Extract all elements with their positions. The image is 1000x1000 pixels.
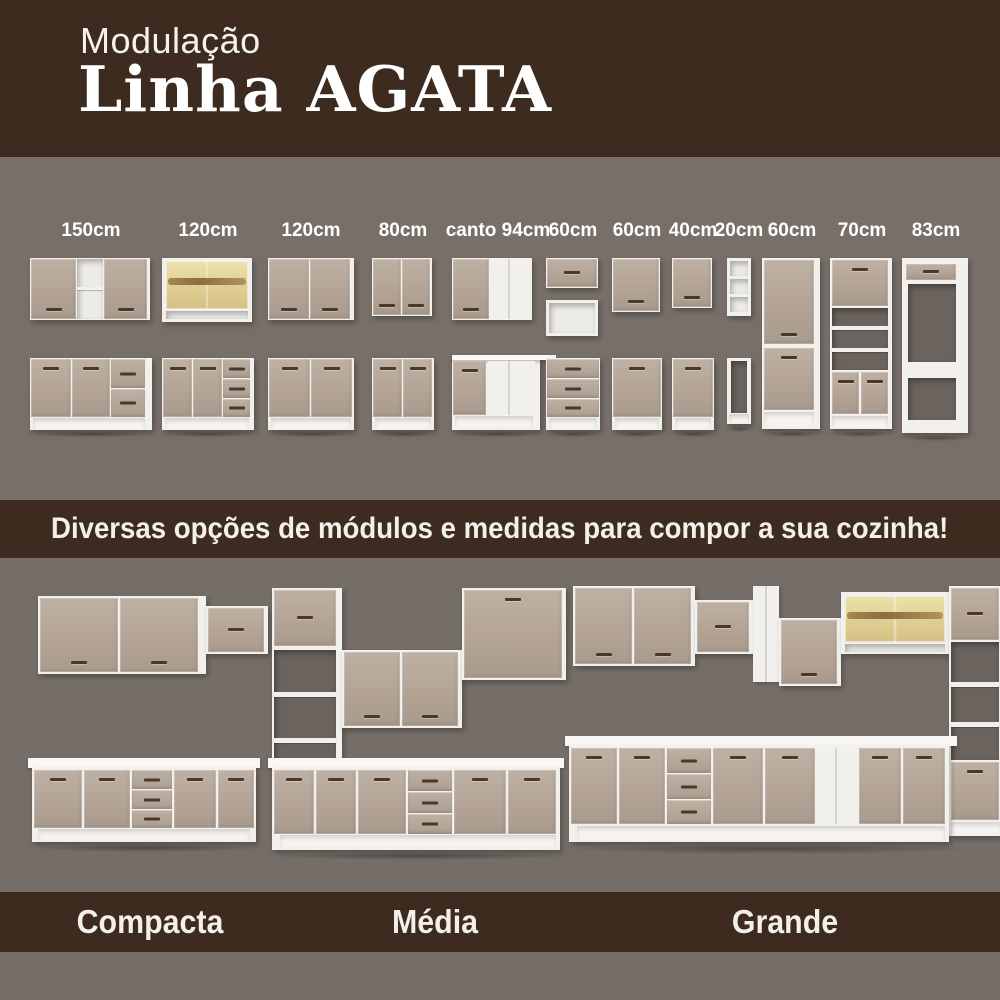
narrow-open-base bbox=[727, 358, 751, 424]
cabinet-door bbox=[697, 602, 749, 652]
plinth bbox=[675, 418, 711, 429]
drawer bbox=[111, 359, 145, 388]
cubby bbox=[730, 261, 748, 276]
cabinet-door bbox=[120, 598, 198, 672]
plinth bbox=[951, 822, 1000, 834]
kitchen-grande bbox=[565, 578, 997, 878]
modules-section bbox=[0, 157, 1000, 500]
cabinet-door bbox=[634, 588, 691, 664]
wall-cabinet bbox=[462, 588, 566, 680]
page-title: Linha AGATA bbox=[78, 52, 553, 126]
drawer bbox=[547, 399, 599, 417]
cabinet-door bbox=[269, 259, 309, 319]
wall-cabinet bbox=[38, 596, 206, 674]
plinth bbox=[832, 416, 888, 427]
drawer bbox=[547, 379, 599, 398]
shelf bbox=[77, 287, 103, 290]
cabinet-door bbox=[613, 359, 661, 417]
corner-fold bbox=[835, 748, 837, 824]
drawer bbox=[408, 814, 452, 834]
floor-shadow bbox=[571, 844, 971, 854]
cabinet-door bbox=[310, 259, 350, 319]
module-size-label: 80cm bbox=[378, 220, 428, 241]
open-shelf bbox=[845, 644, 945, 652]
kitchens-section bbox=[0, 558, 1000, 892]
shelf bbox=[951, 722, 999, 727]
open-niche-cabinet bbox=[546, 300, 598, 336]
cabinet-door bbox=[34, 770, 82, 828]
tall-tower bbox=[949, 586, 1000, 836]
cabinet-door bbox=[832, 372, 859, 414]
module-size-label: 60cm bbox=[767, 220, 817, 241]
cabinet-door bbox=[40, 598, 118, 672]
cabinet-door bbox=[575, 588, 632, 664]
floor-shadow bbox=[904, 435, 968, 441]
base-cabinet-run bbox=[272, 768, 560, 850]
base-cabinet bbox=[672, 358, 714, 430]
module-size-label: 120cm bbox=[178, 220, 238, 241]
module-size-label: 20cm bbox=[714, 220, 764, 241]
cabinet-door bbox=[402, 652, 458, 726]
corner-base-cabinet bbox=[452, 355, 540, 430]
drawer bbox=[667, 800, 711, 824]
cabinet-door bbox=[274, 590, 336, 646]
drawer bbox=[667, 748, 711, 773]
flip-wall-cabinet bbox=[546, 258, 598, 288]
cabinet-door bbox=[72, 359, 110, 417]
drawer bbox=[408, 770, 452, 791]
drawer bbox=[223, 379, 250, 398]
module-size-label: canto 94cm bbox=[445, 220, 551, 241]
shelf bbox=[274, 738, 336, 743]
plinth bbox=[729, 414, 749, 422]
drawer bbox=[132, 770, 172, 789]
cabinet-door bbox=[571, 748, 617, 824]
wall-cabinet bbox=[372, 258, 432, 316]
cabinet-door bbox=[453, 361, 486, 415]
cubby bbox=[730, 279, 748, 294]
drawer bbox=[547, 359, 599, 378]
corner-fold bbox=[508, 361, 510, 415]
cabinet-door bbox=[104, 259, 147, 319]
base-cabinet bbox=[268, 358, 354, 430]
cabinet-door bbox=[84, 770, 130, 828]
module-60cm-single bbox=[612, 220, 662, 438]
floor-shadow bbox=[374, 431, 434, 437]
cabinet-door bbox=[31, 359, 71, 417]
module-size-label: 40cm bbox=[668, 220, 718, 241]
floor-shadow bbox=[164, 431, 254, 437]
plinth bbox=[38, 829, 250, 840]
cabinet-door bbox=[316, 770, 356, 834]
plinth bbox=[615, 418, 659, 429]
drawer bbox=[132, 810, 172, 828]
cabinet-door bbox=[673, 259, 711, 307]
banner-text: Diversas opções de módulos e medidas para compor a sua cozinha! bbox=[51, 512, 949, 545]
floor-shadow bbox=[727, 426, 751, 432]
floor-shadow bbox=[274, 852, 562, 860]
cabinet-door bbox=[453, 259, 489, 319]
plinth bbox=[375, 418, 431, 429]
countertop bbox=[28, 758, 260, 768]
cabinet-door bbox=[951, 762, 999, 820]
cabinet-door bbox=[906, 264, 956, 280]
open-interior bbox=[951, 642, 999, 760]
base-cabinet-run bbox=[32, 768, 256, 842]
kitchen-media bbox=[268, 580, 568, 872]
wall-cabinet bbox=[206, 606, 268, 654]
cubby bbox=[730, 297, 748, 312]
countertop bbox=[565, 736, 957, 746]
floor-shadow bbox=[270, 431, 354, 437]
glass-door bbox=[845, 596, 945, 642]
base-cabinet bbox=[162, 358, 254, 430]
cabinet-door bbox=[764, 348, 814, 410]
plinth bbox=[577, 826, 945, 840]
glass-wall-cabinet bbox=[841, 592, 949, 654]
module-83cm-tall bbox=[902, 220, 970, 442]
wall-cabinet bbox=[672, 258, 712, 308]
module-size-label: 150cm bbox=[61, 220, 121, 241]
module-120cm-glass bbox=[162, 220, 254, 438]
open-shelf bbox=[77, 259, 103, 319]
corner-panel bbox=[490, 259, 531, 319]
drawer bbox=[408, 792, 452, 813]
kitchen-label-media: Média bbox=[391, 903, 479, 940]
plinth bbox=[33, 418, 145, 429]
plinth bbox=[549, 418, 597, 429]
header-kicker: Modulação bbox=[80, 20, 261, 61]
cabinet-door bbox=[358, 770, 406, 834]
module-size-label: 83cm bbox=[911, 220, 961, 241]
open-shelf-unit bbox=[727, 258, 751, 316]
cabinet-door bbox=[193, 359, 222, 417]
corner-fold bbox=[765, 586, 767, 682]
bottom-strip bbox=[0, 952, 1000, 1000]
cabinet-door bbox=[218, 770, 254, 828]
floor-shadow bbox=[454, 431, 542, 437]
cabinet-door bbox=[208, 608, 264, 652]
tall-pantry-cabinet bbox=[762, 258, 820, 429]
glass-door bbox=[166, 261, 248, 309]
module-150cm bbox=[30, 220, 152, 438]
floor-shadow bbox=[614, 431, 662, 437]
cabinet-door bbox=[547, 259, 597, 287]
wall-cabinet bbox=[268, 258, 354, 320]
wall-cabinet bbox=[779, 618, 841, 686]
wood-detail bbox=[168, 278, 246, 285]
cabinet-door bbox=[311, 359, 352, 417]
shelf bbox=[832, 326, 888, 330]
module-20cm bbox=[714, 220, 764, 438]
cabinet-door bbox=[344, 652, 400, 726]
shelf bbox=[274, 692, 336, 697]
drawer bbox=[223, 359, 250, 378]
shelf bbox=[951, 682, 999, 687]
cabinet-door bbox=[31, 259, 76, 319]
tall-oven-cabinet bbox=[830, 258, 892, 429]
cabinet-door bbox=[464, 590, 562, 678]
kitchen-compacta bbox=[28, 588, 272, 868]
module-canto-94cm bbox=[445, 220, 551, 438]
cabinet-door bbox=[832, 260, 888, 306]
shelf bbox=[832, 348, 888, 352]
module-120cm bbox=[268, 220, 354, 438]
wall-cabinet bbox=[612, 258, 660, 312]
module-size-label: 120cm bbox=[281, 220, 341, 241]
floor-shadow bbox=[34, 844, 258, 852]
module-40cm bbox=[668, 220, 718, 438]
cabinet-door bbox=[613, 259, 659, 311]
corner-panel bbox=[753, 586, 779, 682]
base-cabinet bbox=[372, 358, 434, 430]
header-band bbox=[0, 0, 1000, 157]
base-cabinet-run bbox=[569, 746, 949, 842]
drawer bbox=[132, 790, 172, 809]
cabinet-door bbox=[713, 748, 763, 824]
floor-shadow bbox=[548, 431, 600, 437]
drawer-base-cabinet bbox=[546, 358, 600, 430]
plinth bbox=[764, 412, 814, 426]
corner-panel bbox=[488, 361, 535, 415]
module-60cm-flip bbox=[546, 220, 600, 438]
floor-shadow bbox=[832, 431, 892, 437]
corner-fold bbox=[508, 259, 510, 319]
cabinet-door bbox=[903, 748, 945, 824]
plinth bbox=[455, 416, 533, 427]
module-size-label: 60cm bbox=[548, 220, 598, 241]
countertop bbox=[268, 758, 564, 768]
banner-band bbox=[0, 500, 1000, 558]
base-cabinet bbox=[30, 358, 152, 430]
cabinet-door bbox=[373, 359, 402, 417]
floor-shadow bbox=[764, 431, 820, 437]
countertop bbox=[452, 355, 556, 360]
drawer bbox=[111, 389, 145, 417]
open-shelf bbox=[166, 311, 248, 319]
cabinet-door bbox=[163, 359, 192, 417]
corner-wall-cabinet bbox=[452, 258, 532, 320]
cabinet-door bbox=[673, 359, 713, 417]
cabinet-door bbox=[274, 770, 314, 834]
module-size-label: 60cm bbox=[612, 220, 662, 241]
open-interior bbox=[908, 378, 956, 420]
floor-shadow bbox=[674, 431, 714, 437]
open-interior bbox=[908, 284, 956, 362]
drawer bbox=[667, 774, 711, 799]
cabinet-door bbox=[861, 372, 888, 414]
cabinet-door bbox=[781, 620, 837, 684]
cabinet-door bbox=[765, 748, 815, 824]
plinth bbox=[271, 418, 351, 429]
plinth bbox=[165, 418, 249, 429]
module-70cm-tall bbox=[830, 220, 894, 438]
wall-cabinet bbox=[695, 600, 753, 654]
cabinet-door bbox=[403, 359, 432, 417]
cabinet-door bbox=[619, 748, 665, 824]
cabinet-door bbox=[269, 359, 310, 417]
glass-wall-cabinet bbox=[162, 258, 252, 322]
cabinet-door bbox=[951, 588, 999, 640]
kitchen-label-compacta: Compacta bbox=[76, 903, 224, 940]
plinth bbox=[280, 835, 556, 847]
cabinet-door bbox=[174, 770, 216, 828]
corner-panel bbox=[817, 748, 857, 824]
cabinet-door bbox=[402, 259, 430, 315]
cabinet-door bbox=[373, 259, 401, 315]
open-interior bbox=[731, 361, 747, 413]
wall-cabinet bbox=[342, 650, 462, 728]
footer-band bbox=[0, 892, 1000, 952]
open-interior bbox=[832, 308, 888, 370]
wood-detail bbox=[847, 612, 943, 619]
module-60cm-tall bbox=[762, 220, 822, 438]
cabinet-door bbox=[508, 770, 556, 834]
kitchen-label-grande: Grande bbox=[731, 903, 839, 940]
cabinet-door bbox=[764, 260, 814, 344]
drawer bbox=[223, 399, 250, 417]
open-shelf bbox=[549, 303, 595, 333]
cabinet-door bbox=[454, 770, 506, 834]
module-size-label: 70cm bbox=[837, 220, 887, 241]
wall-cabinet bbox=[30, 258, 150, 320]
cabinet-door bbox=[859, 748, 901, 824]
tall-fridge-frame bbox=[902, 258, 968, 433]
base-cabinet bbox=[612, 358, 662, 430]
wall-cabinet bbox=[573, 586, 695, 666]
floor-shadow bbox=[32, 431, 152, 437]
module-80cm bbox=[372, 220, 434, 438]
